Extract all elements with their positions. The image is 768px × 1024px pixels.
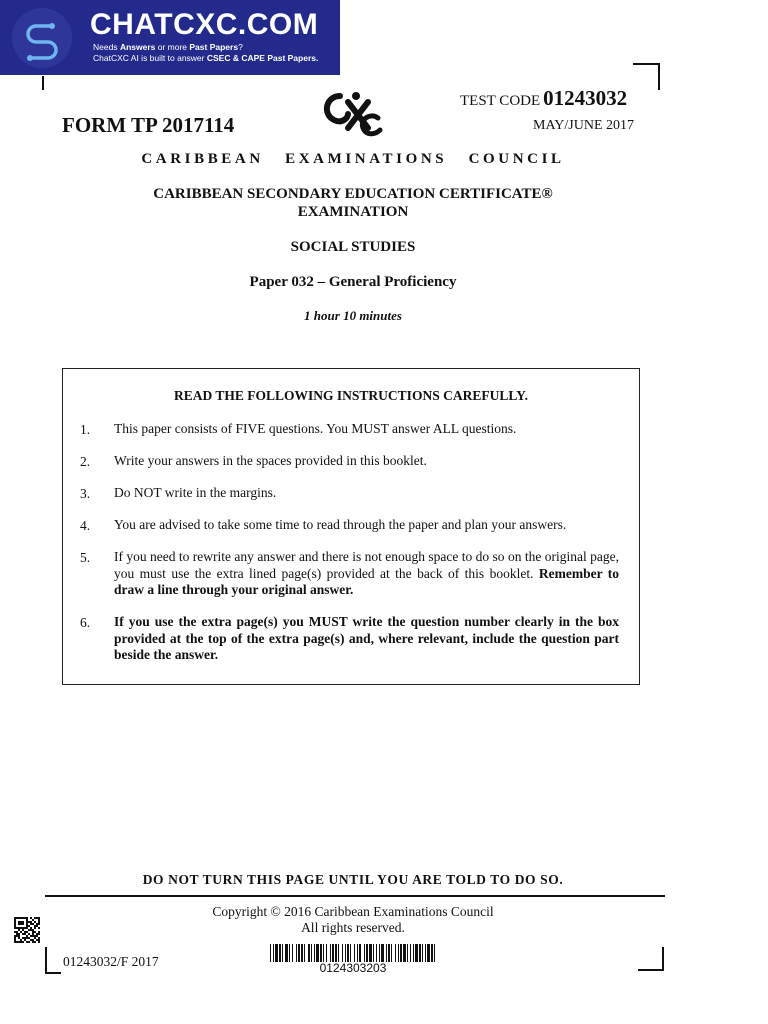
corner-mark-bottom-right-v bbox=[662, 947, 664, 971]
corner-mark-bottom-left-v bbox=[45, 947, 47, 974]
instruction-item: If you use the extra page(s) you MUST write the question number clearly in the box provided at the top of the extra page(s) and, where relevant, include the question part beside the answer. bbox=[114, 614, 619, 662]
form-number: FORM TP 2017114 bbox=[62, 113, 235, 137]
qr-code-icon bbox=[14, 917, 40, 943]
instruction-number: 1. bbox=[80, 422, 91, 437]
instruction-item: This paper consists of FIVE questions. You MUST answer ALL questions. bbox=[114, 421, 517, 436]
instruction-item: You are advised to take some time to read through the paper and plan your answers. bbox=[114, 517, 567, 532]
paper-title: Paper 032 – General Proficiency bbox=[249, 274, 457, 290]
certificate-subtitle: EXAMINATION bbox=[297, 204, 409, 220]
instruction-number: 4. bbox=[80, 518, 91, 533]
chatcxc-banner[interactable] bbox=[0, 0, 340, 75]
copyright: Copyright © 2016 Caribbean Examinations Council bbox=[212, 904, 494, 919]
corner-mark-top-right-v bbox=[658, 63, 660, 90]
banner-title: CHATCXC.COM bbox=[90, 8, 319, 41]
corner-mark-top-left bbox=[42, 76, 44, 90]
instruction-item: If you need to rewrite any answer and there is not enough space to do so on the original page, you must use the extra lined page(s) provided at the back of this booklet. Remember to draw a line through your original answer. bbox=[114, 549, 620, 597]
certificate-title: CARIBBEAN SECONDARY EDUCATION CERTIFICATE® bbox=[153, 186, 553, 202]
cxc-logo-icon bbox=[318, 88, 384, 138]
instruction-number: 3. bbox=[80, 486, 91, 501]
footer-divider bbox=[45, 895, 665, 897]
instruction-item: Write your answers in the spaces provided in this booklet. bbox=[114, 453, 427, 468]
exam-duration: 1 hour 10 minutes bbox=[304, 308, 402, 323]
council-name: CARIBBEAN EXAMINATIONS COUNCIL bbox=[141, 151, 565, 167]
barcode-number: 0124303203 bbox=[319, 961, 387, 975]
instruction-item: Do NOT write in the margins. bbox=[114, 485, 277, 500]
corner-mark-bottom-right-h bbox=[638, 969, 664, 971]
rights-reserved: All rights reserved. bbox=[301, 920, 405, 935]
banner-tagline-1: Needs Answers or more Past Papers? bbox=[93, 42, 243, 52]
do-not-turn-warning: DO NOT TURN THIS PAGE UNTIL YOU ARE TOLD TO DO SO. bbox=[142, 872, 564, 887]
banner-tagline-2: ChatCXC AI is built to answer CSEC & CAPE Past Papers. bbox=[93, 53, 319, 63]
instruction-number: 2. bbox=[80, 454, 91, 469]
instruction-number: 5. bbox=[80, 550, 91, 565]
barcode-icon bbox=[270, 944, 436, 962]
corner-mark-bottom-left-h bbox=[45, 972, 61, 974]
instructions-heading: READ THE FOLLOWING INSTRUCTIONS CAREFULLY. bbox=[174, 388, 528, 403]
chatcxc-logo-icon bbox=[10, 6, 74, 70]
exam-session: MAY/JUNE 2017 bbox=[533, 118, 634, 133]
paper-code: 01243032/F 2017 bbox=[63, 954, 159, 969]
subject-title: SOCIAL STUDIES bbox=[290, 239, 416, 255]
corner-mark-top-right-h bbox=[633, 63, 660, 65]
instruction-number: 6. bbox=[80, 615, 91, 630]
test-code: TEST CODE 01243032 bbox=[460, 86, 628, 110]
